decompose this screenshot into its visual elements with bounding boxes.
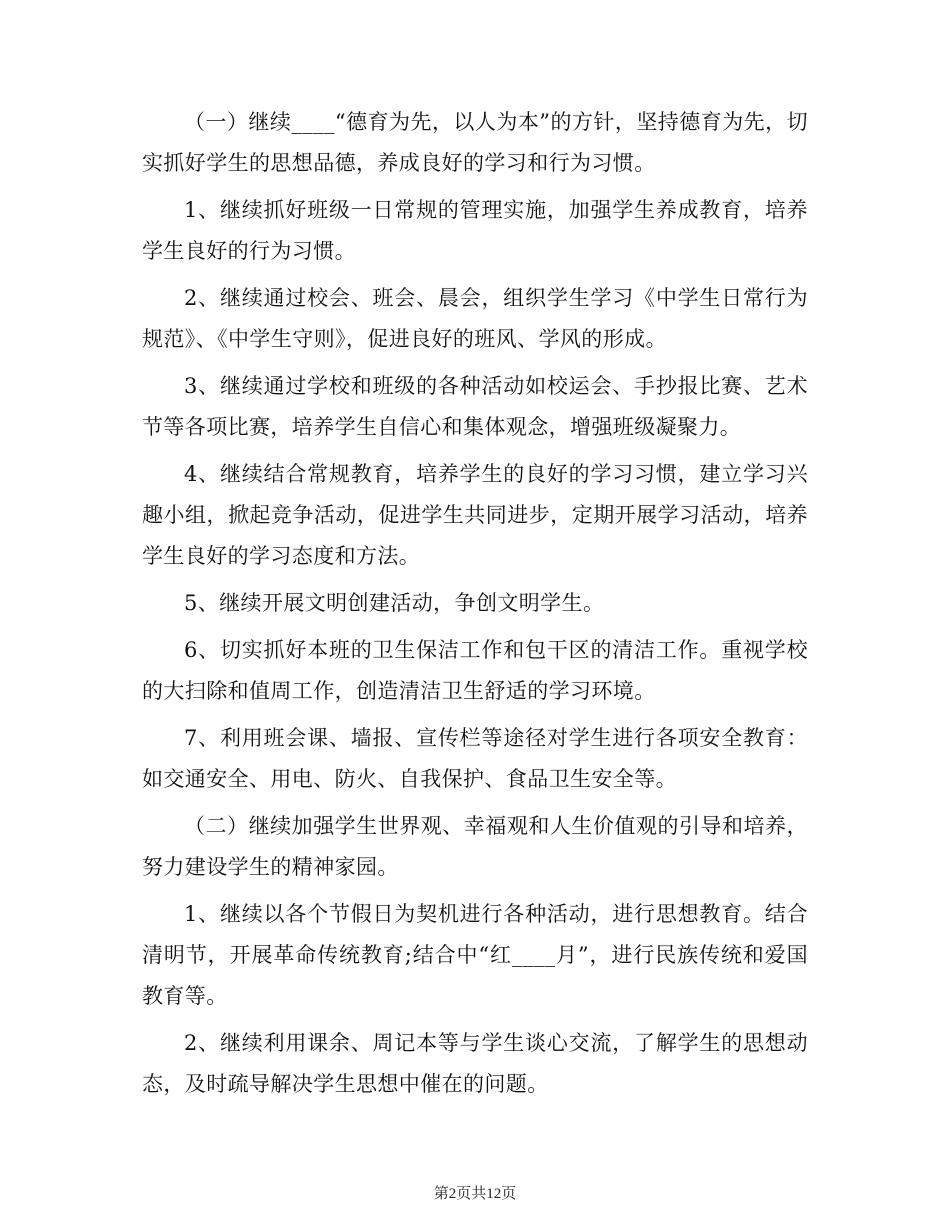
paragraph-section-1-heading: （一）继续____“德育为先，以人为本”的方针，坚持德育为先，切实抓好学生的思想品德，养成良好的学习和行为习惯。: [142, 110, 808, 175]
document-body: [142, 102, 808, 1111]
paragraph-section-2-heading: （二）继续加强学生世界观、幸福观和人生价值观的引导和培养，努力建设学生的精神家园。: [142, 814, 808, 879]
paragraph-item-3: 3、继续通过学校和班级的各种活动如校运会、手抄报比赛、艺术节等各项比赛，培养学生自信心和集体观念，增强班级凝聚力。: [142, 374, 808, 439]
paragraph-section-2-item-1: 1、继续以各个节假日为契机进行各种活动，进行思想教育。结合清明节，开展革命传统教育;结合中“红____月”，进行民族传统和爱国教育等。: [142, 902, 808, 1008]
paragraph-item-7: 7、利用班会课、墙报、宣传栏等途径对学生进行各项安全教育：如交通安全、用电、防火、自我保护、食品卫生安全等。: [142, 726, 808, 791]
paragraph-item-2: 2、继续通过校会、班会、晨会，组织学生学习《中学生日常行为规范》、《中学生守则》，促进良好的班风、学风的形成。: [142, 286, 808, 351]
page-footer: 第2页共12页: [433, 1186, 517, 1202]
paragraph-item-1: 1、继续抓好班级一日常规的管理实施，加强学生养成教育，培养学生良好的行为习惯。: [142, 198, 808, 263]
paragraph-item-5: 5、继续开展文明创建活动，争创文明学生。: [184, 591, 605, 615]
paragraph-item-4: 4、继续结合常规教育，培养学生的良好的学习习惯，建立学习兴趣小组，掀起竞争活动，促进学生共同进步，定期开展学习活动，培养学生良好的学习态度和方法。: [142, 462, 808, 568]
paragraph-section-2-item-2: 2、继续利用课余、周记本等与学生谈心交流，了解学生的思想动态，及时疏导解决学生思想中催在的问题。: [142, 1031, 808, 1096]
paragraph-item-6: 6、切实抓好本班的卫生保洁工作和包干区的清洁工作。重视学校的大扫除和值周工作，创造清洁卫生舒适的学习环境。: [142, 638, 808, 703]
